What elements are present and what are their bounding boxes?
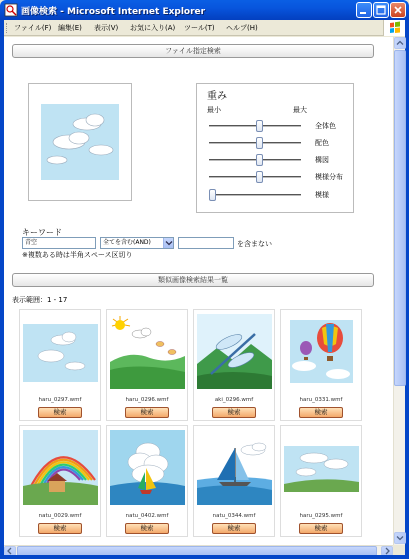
title-bar[interactable] <box>0 0 409 20</box>
horizontal-scrollbar[interactable] <box>4 545 393 555</box>
weight-max-label: 最大 <box>293 106 307 114</box>
result-search-button[interactable]: 検索 <box>125 407 169 418</box>
result-filename: haru_0295.wmf <box>299 513 343 519</box>
weight-slider-thumb[interactable] <box>256 171 263 183</box>
result-filename: natu_0402.wmf <box>125 513 169 519</box>
result-filename: haru_0296.wmf <box>125 397 169 403</box>
menu-bar <box>4 20 405 36</box>
chevron-down-icon <box>395 533 405 543</box>
minimize-icon <box>359 5 369 15</box>
result-search-button[interactable]: 検索 <box>299 407 343 418</box>
result-card <box>280 425 362 537</box>
result-search-button[interactable]: 検索 <box>38 523 82 534</box>
result-thumbnail[interactable] <box>284 430 359 505</box>
query-image-frame <box>28 83 132 201</box>
result-card <box>193 425 275 537</box>
result-search-button[interactable]: 検索 <box>38 407 82 418</box>
result-search-button[interactable]: 検索 <box>212 523 256 534</box>
minimize-button[interactable] <box>356 2 372 18</box>
maximize-button[interactable] <box>373 2 389 18</box>
close-icon <box>393 5 403 15</box>
menu-favorites[interactable]: お気に入り(A) <box>130 24 176 32</box>
result-search-button[interactable]: 検索 <box>212 407 256 418</box>
exclude-label: を含まない <box>237 240 272 248</box>
chevron-down-icon <box>164 238 174 248</box>
maximize-icon <box>376 5 386 15</box>
menu-edit[interactable]: 編集(E) <box>58 24 82 32</box>
vertical-scroll-thumb[interactable] <box>394 50 406 386</box>
menu-help[interactable]: ヘルプ(H) <box>226 24 258 32</box>
result-card <box>106 309 188 421</box>
result-card <box>106 425 188 537</box>
keyword-input[interactable]: 青空 <box>22 237 96 249</box>
result-filename: natu_0344.wmf <box>212 513 256 519</box>
chevron-right-icon <box>382 547 392 555</box>
result-search-button[interactable]: 検索 <box>125 523 169 534</box>
windows-logo <box>383 20 405 36</box>
window-frame-bottom <box>0 555 409 559</box>
exclude-keyword-input[interactable] <box>178 237 234 249</box>
menu-view[interactable]: 表示(V) <box>94 24 119 32</box>
result-card <box>19 425 101 537</box>
vertical-scrollbar[interactable] <box>393 37 405 545</box>
menu-tools[interactable]: ツール(T) <box>184 24 215 32</box>
result-thumbnail[interactable] <box>197 430 272 505</box>
weight-min-label: 最小 <box>207 106 221 114</box>
keyword-note: ※複数ある時は半角スペース区切り <box>22 251 133 259</box>
match-mode-value: 全てを含む(AND) <box>103 239 151 246</box>
query-image <box>29 84 131 200</box>
close-button[interactable] <box>390 2 406 18</box>
result-filename: natu_0029.wmf <box>38 513 82 519</box>
weight-slider-thumb[interactable] <box>256 120 263 132</box>
result-filename: haru_0297.wmf <box>38 397 82 403</box>
weight-slider-thumb[interactable] <box>209 189 216 201</box>
result-search-button[interactable]: 検索 <box>299 523 343 534</box>
weights-title: 重み <box>207 91 227 102</box>
window-title: 画像検索 - Microsoft Internet Explorer <box>21 7 206 17</box>
result-card <box>193 309 275 421</box>
match-mode-select[interactable] <box>100 237 174 249</box>
scrollbar-corner <box>393 545 405 555</box>
result-range: 表示範囲：1 - 17 <box>12 296 68 304</box>
weight-slider-label: 全体色 <box>315 122 336 130</box>
result-filename: aki_0296.wmf <box>214 397 254 403</box>
weight-slider-label: 模様分布 <box>315 173 343 181</box>
weight-slider-label: 構図 <box>315 156 329 164</box>
dropdown-button[interactable] <box>163 238 173 248</box>
file-search-header: ファイル指定検索 <box>12 44 374 58</box>
search-app-icon <box>4 3 18 17</box>
result-card <box>19 309 101 421</box>
weight-slider-thumb[interactable] <box>256 137 263 149</box>
weight-slider-track[interactable] <box>209 194 301 196</box>
scroll-down-button[interactable] <box>394 532 406 544</box>
results-header: 類似画像検索結果一覧 <box>12 273 374 287</box>
weight-slider-thumb[interactable] <box>256 154 263 166</box>
weights-panel <box>196 83 354 213</box>
menu-grip <box>6 23 9 33</box>
menu-file[interactable]: ファイル(F) <box>14 24 52 32</box>
weight-slider-label: 模様 <box>315 191 329 199</box>
chevron-up-icon <box>395 38 405 48</box>
result-filename: haru_0331.wmf <box>299 397 343 403</box>
weight-slider-label: 配色 <box>315 139 329 147</box>
result-thumbnail[interactable] <box>197 314 272 389</box>
result-thumbnail[interactable] <box>23 430 98 505</box>
result-thumbnail[interactable] <box>110 314 185 389</box>
result-thumbnail[interactable] <box>284 314 359 389</box>
page-content <box>4 37 393 545</box>
result-thumbnail[interactable] <box>23 314 98 389</box>
result-thumbnail[interactable] <box>110 430 185 505</box>
keyword-label: キーワード <box>22 228 62 237</box>
windows-flag-icon <box>384 20 406 36</box>
result-card <box>280 309 362 421</box>
chevron-left-icon <box>5 547 15 555</box>
scroll-up-button[interactable] <box>394 37 406 49</box>
